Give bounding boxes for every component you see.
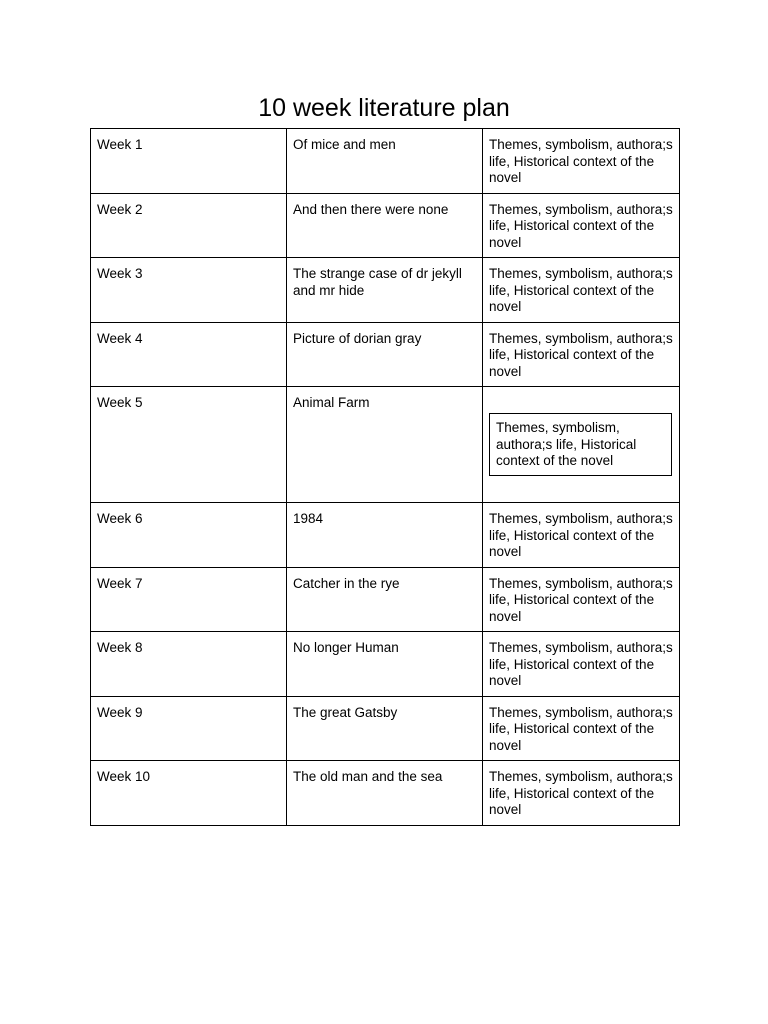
table-row	[91, 129, 680, 194]
notes-cell: Themes, symbolism, authora;s life, Historical context of the novel	[483, 632, 680, 697]
literature-plan-table	[90, 128, 680, 826]
notes-cell: Themes, symbolism, authora;s life, Historical context of the novel	[483, 322, 680, 387]
book-cell: Catcher in the rye	[287, 567, 483, 632]
week-cell: Week 1	[91, 129, 287, 194]
table-row	[91, 567, 680, 632]
notes-cell: Themes, symbolism, authora;s life, Historical context of the novel	[483, 567, 680, 632]
week-cell: Week 2	[91, 193, 287, 258]
book-cell: Of mice and men	[287, 129, 483, 194]
table-row	[91, 696, 680, 761]
notes-cell	[483, 387, 680, 503]
notes-text-box: Themes, symbolism, authora;s life, Historical context of the novel	[489, 413, 672, 476]
table-row	[91, 387, 680, 503]
book-cell: 1984	[287, 503, 483, 568]
book-cell: No longer Human	[287, 632, 483, 697]
table-row	[91, 761, 680, 826]
book-cell: Picture of dorian gray	[287, 322, 483, 387]
table-row	[91, 322, 680, 387]
table-row	[91, 503, 680, 568]
book-cell: Animal Farm	[287, 387, 483, 503]
notes-cell: Themes, symbolism, authora;s life, Historical context of the novel	[483, 503, 680, 568]
notes-cell: Themes, symbolism, authora;s life, Historical context of the novel	[483, 129, 680, 194]
table-row	[91, 193, 680, 258]
notes-cell: Themes, symbolism, authora;s life, Historical context of the novel	[483, 761, 680, 826]
table-row	[91, 258, 680, 323]
week-cell: Week 4	[91, 322, 287, 387]
table-row	[91, 632, 680, 697]
notes-cell: Themes, symbolism, authora;s life, Historical context of the novel	[483, 193, 680, 258]
notes-cell: Themes, symbolism, authora;s life, Historical context of the novel	[483, 696, 680, 761]
week-cell: Week 3	[91, 258, 287, 323]
page-title: 10 week literature plan	[258, 94, 510, 122]
week-cell: Week 5	[91, 387, 287, 503]
notes-cell: Themes, symbolism, authora;s life, Historical context of the novel	[483, 258, 680, 323]
week-cell: Week 8	[91, 632, 287, 697]
book-cell: The old man and the sea	[287, 761, 483, 826]
week-cell: Week 9	[91, 696, 287, 761]
book-cell: And then there were none	[287, 193, 483, 258]
week-cell: Week 7	[91, 567, 287, 632]
week-cell: Week 6	[91, 503, 287, 568]
book-cell: The great Gatsby	[287, 696, 483, 761]
book-cell: The strange case of dr jekyll and mr hide	[287, 258, 483, 323]
week-cell: Week 10	[91, 761, 287, 826]
